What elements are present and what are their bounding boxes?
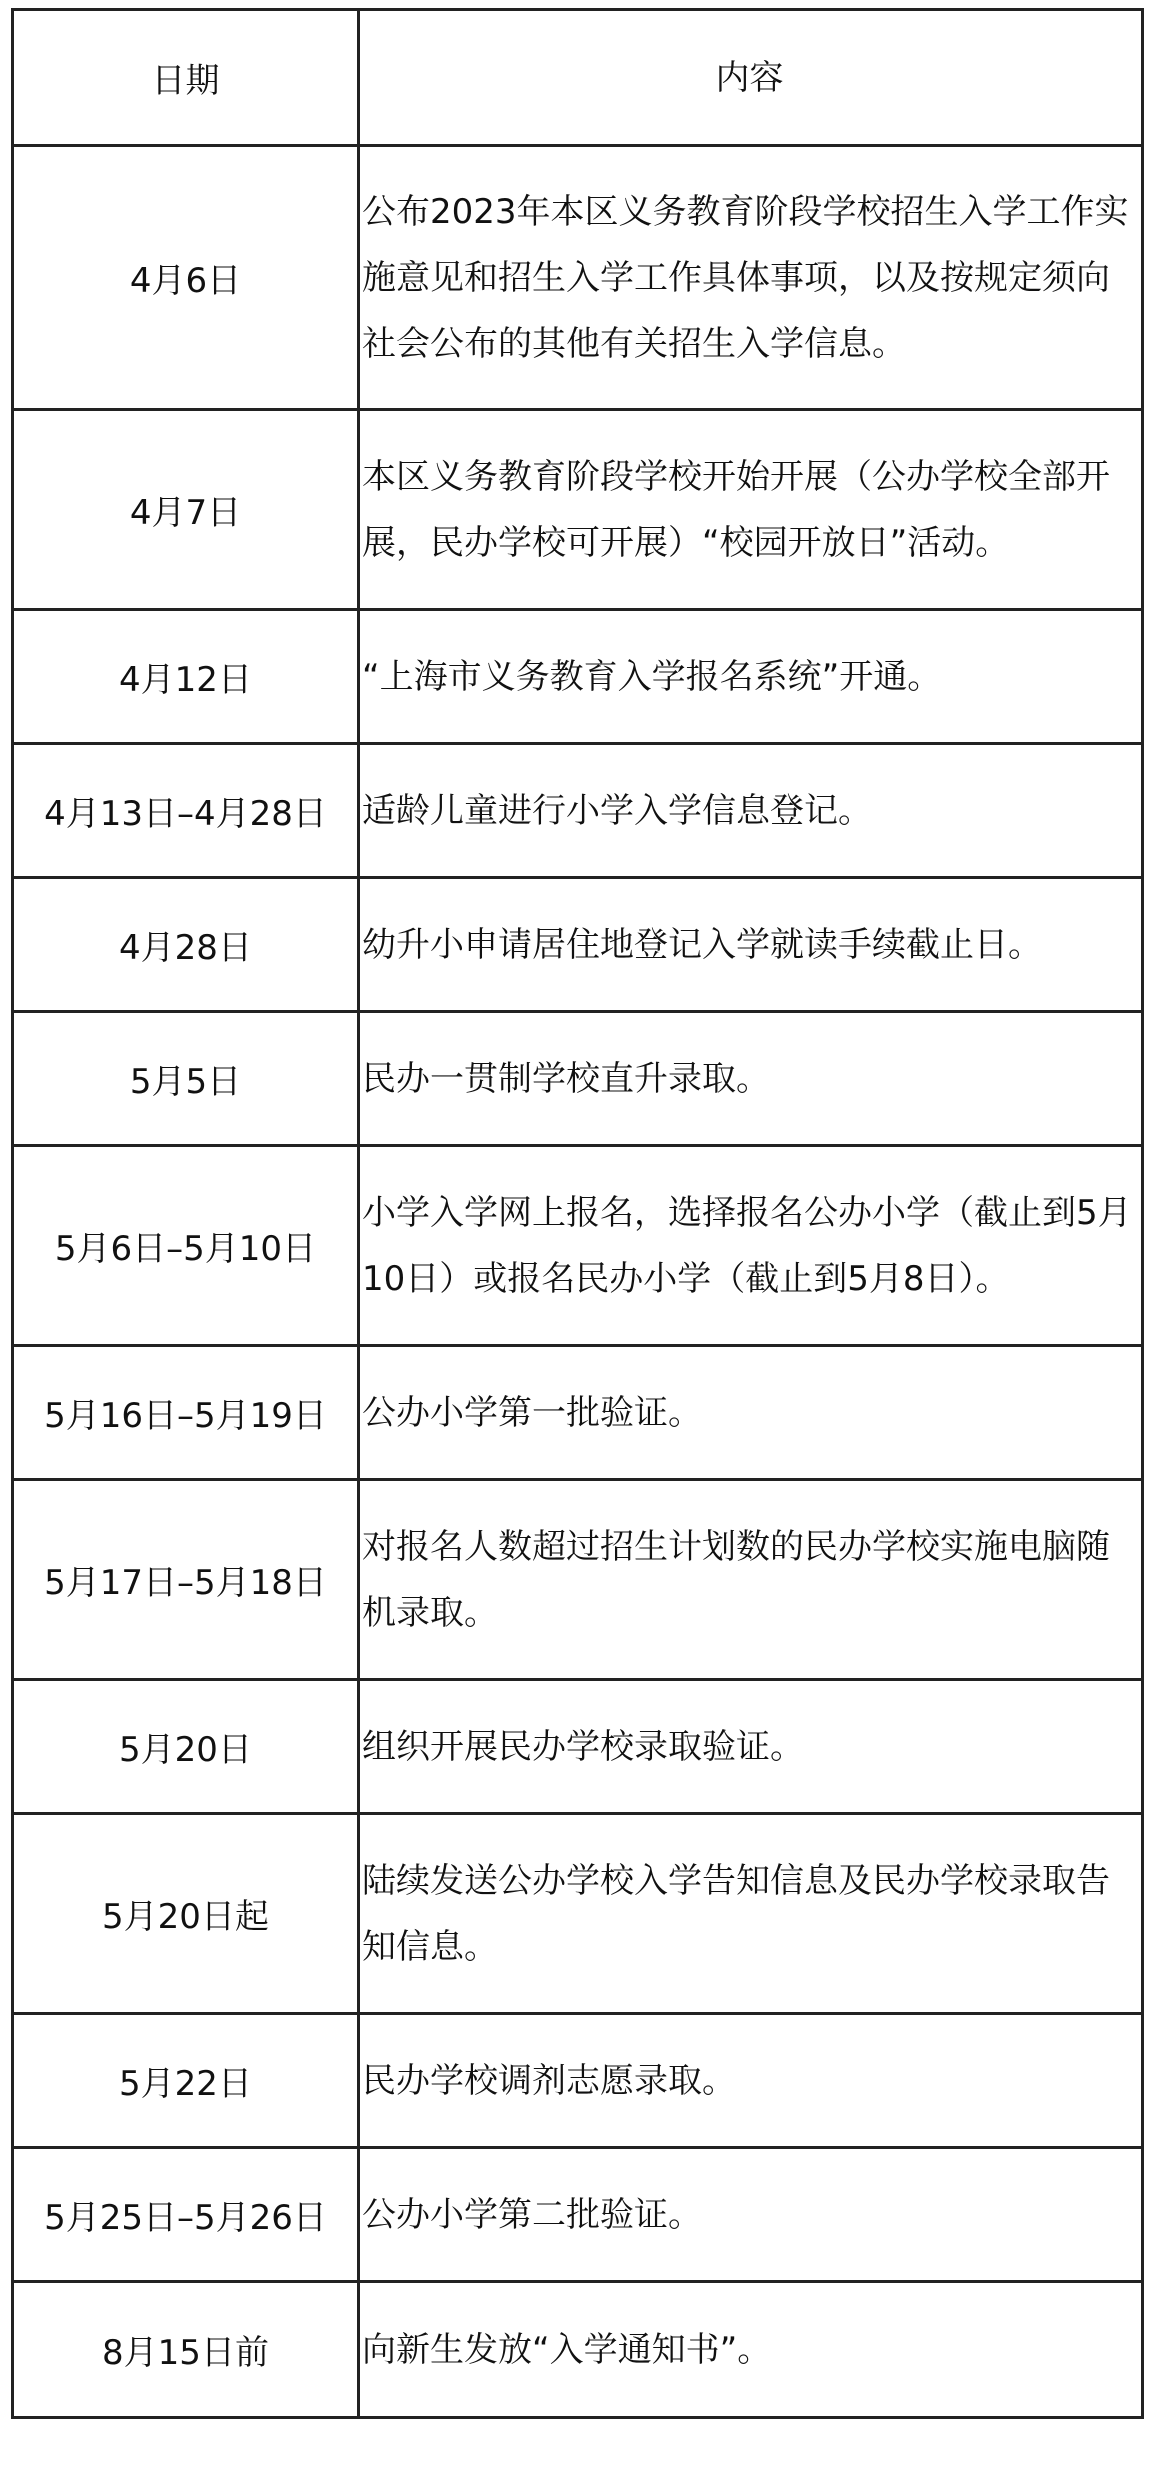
header-date: 日期 [14,11,360,144]
row-content: “上海市义务教育入学报名系统”开通。 [362,656,942,697]
table-row [14,1481,1141,1681]
row-content: 民办一贯制学校直升录取。 [362,1058,770,1099]
header-content: 内容 [715,57,784,98]
row-content: 小学入学网上报名，选择报名公办小学（截止到5月10日）或报名民办小学（截止到5月8日）。 [362,1192,1132,1299]
row-date: 5月17日–5月18日 [14,1481,360,1678]
row-content: 公布2023年本区义务教育阶段学校招生入学工作实施意见和招生入学工作具体事项，以及按规定须向社会公布的其他有关招生入学信息。 [362,191,1129,364]
table-row [14,879,1141,1013]
row-content: 民办学校调剂志愿录取。 [362,2060,736,2101]
table-row [14,1347,1141,1481]
table-header-row [14,11,1141,147]
row-date: 4月6日 [14,147,360,408]
table-row [14,1681,1141,1815]
row-date: 4月28日 [14,879,360,1010]
row-content: 对报名人数超过招生计划数的民办学校实施电脑随机录取。 [362,1526,1110,1633]
row-date: 8月15日前 [14,2283,360,2416]
row-date: 5月25日–5月26日 [14,2149,360,2280]
row-date: 5月20日 [14,1681,360,1812]
table-row [14,1147,1141,1347]
row-date: 5月22日 [14,2015,360,2146]
table-row [14,2283,1141,2416]
row-content: 适龄儿童进行小学入学信息登记。 [362,790,872,831]
row-date: 5月5日 [14,1013,360,1144]
table-row [14,2015,1141,2149]
row-content: 陆续发送公办学校入学告知信息及民办学校录取告知信息。 [362,1860,1110,1967]
row-content: 公办小学第二批验证。 [362,2194,702,2235]
table-row [14,411,1141,611]
row-date: 5月16日–5月19日 [14,1347,360,1478]
row-content: 公办小学第一批验证。 [362,1392,702,1433]
table-row [14,1815,1141,2015]
table-row [14,147,1141,411]
schedule-table [11,8,1144,2419]
row-content: 本区义务教育阶段学校开始开展（公办学校全部开展，民办学校可开展）“校园开放日”活动。 [362,456,1110,563]
table-row [14,745,1141,879]
table-row [14,1013,1141,1147]
row-date: 4月13日–4月28日 [14,745,360,876]
row-content: 组织开展民办学校录取验证。 [362,1726,804,1767]
row-content: 向新生发放“入学通知书”。 [362,2329,772,2370]
row-date: 5月20日起 [14,1815,360,2012]
row-date: 5月6日–5月10日 [14,1147,360,1344]
row-date: 4月7日 [14,411,360,608]
table-row [14,2149,1141,2283]
row-content: 幼升小申请居住地登记入学就读手续截止日。 [362,924,1042,965]
table-row [14,611,1141,745]
row-date: 4月12日 [14,611,360,742]
